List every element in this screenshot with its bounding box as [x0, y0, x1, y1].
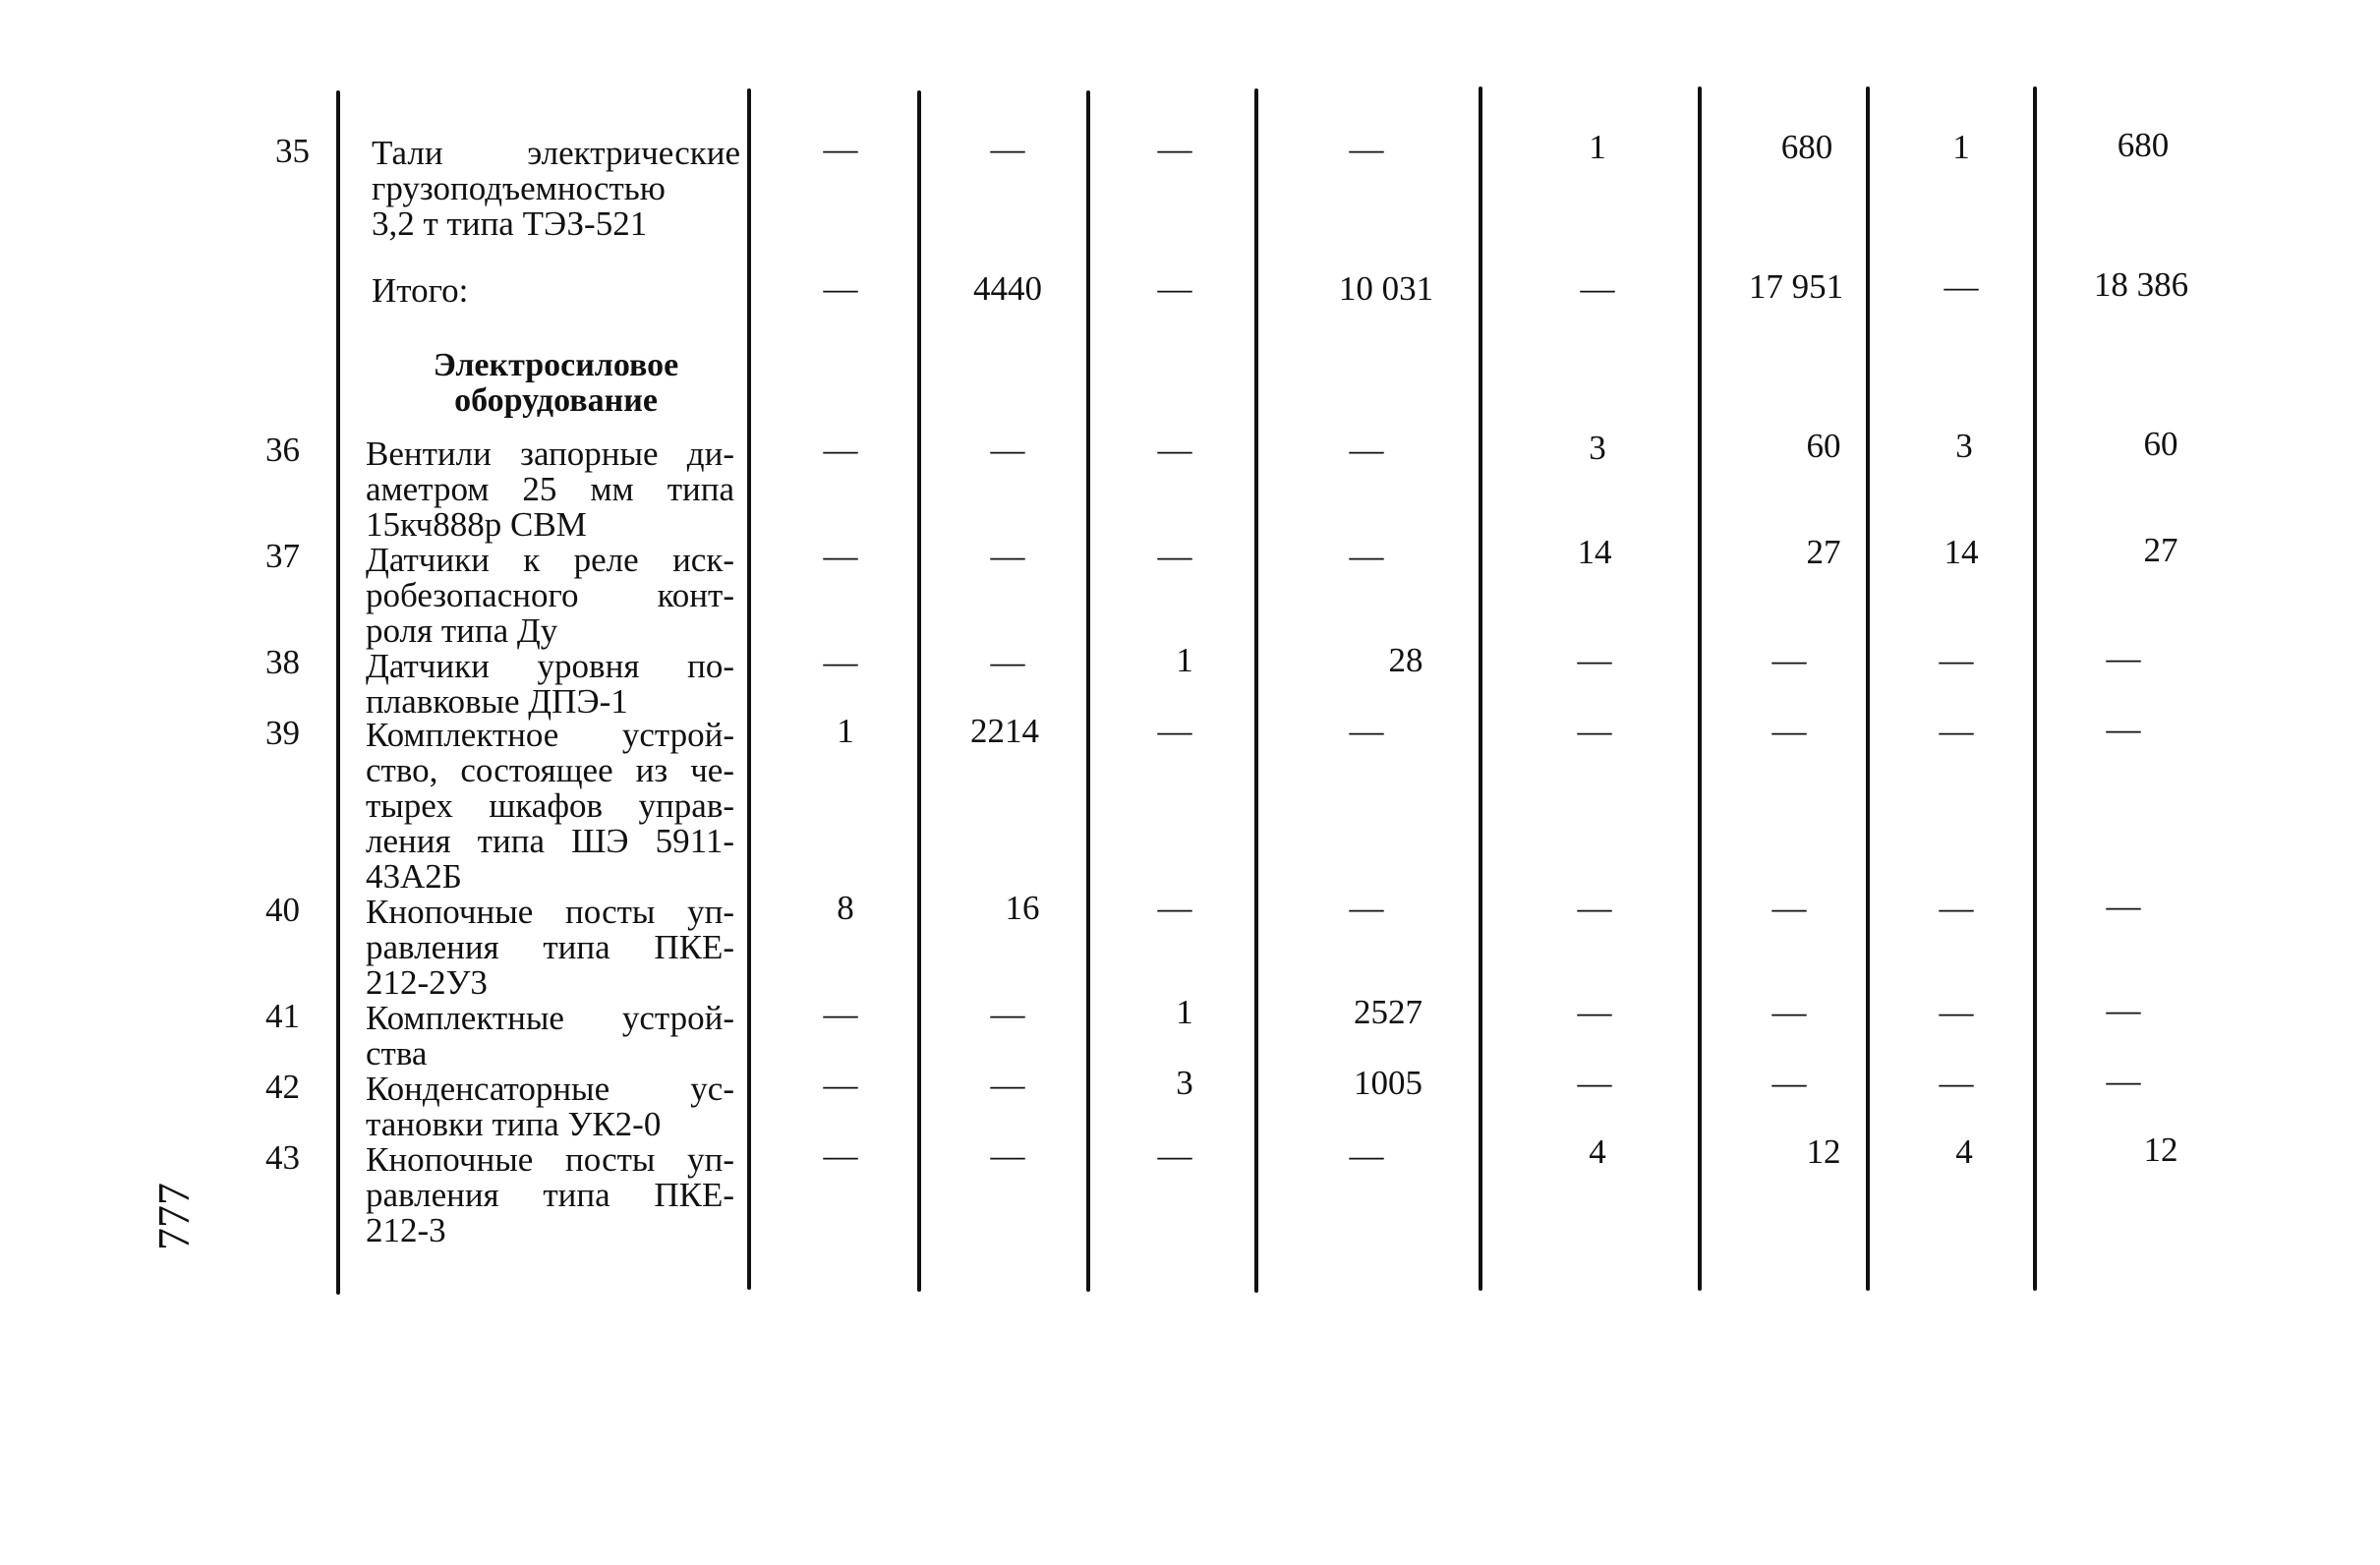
cell: —: [1349, 537, 1384, 575]
desc-line: Тали электрические: [372, 134, 740, 172]
desc-line: Кнопочные посты уп-: [366, 893, 734, 931]
cell: —: [823, 431, 858, 469]
table-rule: [336, 90, 340, 1295]
cell: —: [823, 643, 858, 681]
desc-line: Датчики уровня по-: [366, 647, 734, 685]
cell: —: [1771, 889, 1807, 927]
cell: 3: [1176, 1064, 1193, 1102]
cell: —: [1349, 1136, 1384, 1175]
cell: —: [1577, 889, 1612, 927]
cell: —: [823, 1066, 858, 1104]
cell: 2527: [1354, 993, 1422, 1031]
desc-line: Конденсаторные ус-: [366, 1070, 734, 1108]
page-number: 777: [148, 1183, 199, 1250]
row-number: 40: [265, 891, 300, 929]
cell: —: [2106, 991, 2141, 1029]
row-description: [366, 543, 734, 649]
cell: 1: [1176, 641, 1193, 679]
cell: —: [1577, 641, 1612, 679]
table-rule: [1086, 90, 1090, 1292]
row-description: [366, 1001, 734, 1072]
cell: 1: [1589, 128, 1606, 166]
cell: —: [990, 130, 1025, 168]
cell: 27: [1806, 533, 1841, 571]
cell: —: [1577, 993, 1612, 1031]
cell: —: [2106, 710, 2141, 748]
cell: —: [1944, 267, 1979, 306]
cell: —: [1349, 712, 1384, 750]
cell: —: [990, 1066, 1025, 1104]
desc-line: Датчики к реле иск-: [366, 541, 734, 579]
cell: —: [1939, 993, 1974, 1031]
cell: —: [823, 269, 858, 308]
cell: —: [1939, 889, 1974, 927]
cell: 680: [1780, 128, 1833, 166]
desc-line: грузоподъемностью: [372, 169, 666, 207]
cell: —: [1157, 1136, 1192, 1175]
cell: 14: [1577, 533, 1612, 571]
cell: 2214: [970, 712, 1039, 750]
cell: —: [1349, 130, 1384, 168]
desc-line: 212-2У3: [366, 963, 488, 1002]
desc-line: Комплектные устрой-: [366, 999, 734, 1037]
section-title: [372, 348, 740, 419]
desc-line: 3,2 т типа ТЭЗ-521: [372, 204, 648, 243]
table-rule: [1254, 88, 1258, 1293]
desc-line: ство, состоящее из че-: [366, 751, 734, 789]
cell: 16: [1005, 889, 1040, 927]
cell: —: [823, 1136, 858, 1175]
cell: —: [1157, 431, 1192, 469]
desc-line: равления типа ПКЕ-: [366, 1176, 734, 1214]
cell: 680: [2117, 126, 2170, 164]
cell: 12: [2143, 1130, 2178, 1169]
cell: 60: [2143, 425, 2178, 463]
desc-line: тановки типа УК2-0: [366, 1105, 662, 1143]
table-rule: [1479, 87, 1482, 1291]
cell: 27: [2143, 531, 2178, 569]
desc-line: аметром 25 мм типа: [366, 470, 734, 508]
cell: —: [1939, 641, 1974, 679]
table-rule: [747, 88, 751, 1290]
cell: 3: [1955, 427, 1973, 465]
cell: —: [1577, 1064, 1612, 1102]
row-number: 35: [275, 132, 310, 170]
row-description: [366, 718, 734, 895]
cell: —: [1580, 269, 1615, 308]
cell: —: [1771, 712, 1807, 750]
row-description: [366, 1072, 734, 1142]
cell: —: [1157, 537, 1192, 575]
desc-line: Комплектное устрой-: [366, 716, 734, 754]
row-description: [372, 136, 740, 242]
desc-line: роля типа Ду: [366, 611, 558, 650]
desc-line: равления типа ПКЕ-: [366, 928, 734, 966]
cell: 1: [1952, 128, 1970, 166]
cell: —: [1349, 889, 1384, 927]
desc-line: 15кч888р СВМ: [366, 505, 587, 544]
cell: 3: [1589, 429, 1606, 467]
row-number: 38: [265, 643, 300, 681]
cell: —: [1771, 1064, 1807, 1102]
cell: —: [1157, 712, 1192, 750]
cell: 1: [837, 712, 854, 750]
section-title-line: оборудование: [454, 382, 658, 419]
cell: —: [2106, 639, 2141, 677]
cell: —: [990, 1136, 1025, 1175]
desc-line: робезопасного конт-: [366, 576, 734, 614]
desc-line: ства: [366, 1034, 428, 1072]
cell: 4: [1589, 1132, 1606, 1171]
table-rule: [2033, 87, 2037, 1291]
desc-line: 43А2Б: [366, 857, 462, 896]
cell: 28: [1388, 641, 1423, 679]
row-number: 43: [265, 1138, 300, 1177]
row-description: [366, 649, 734, 720]
desc-line: тырех шкафов управ-: [366, 786, 734, 825]
total-label: Итого:: [372, 271, 469, 310]
cell: —: [1577, 712, 1612, 750]
row-number: 36: [265, 431, 300, 469]
row-description: [366, 895, 734, 1001]
cell: —: [1349, 431, 1384, 469]
table-rule: [1698, 87, 1702, 1291]
cell: —: [1157, 889, 1192, 927]
cell: —: [2106, 1062, 2141, 1100]
row-description: [366, 436, 734, 543]
cell: —: [1157, 269, 1192, 308]
cell: —: [823, 995, 858, 1033]
cell: —: [2106, 887, 2141, 925]
cell: 18 386: [2093, 265, 2189, 304]
table-rule: [1866, 87, 1870, 1291]
cell: —: [1939, 712, 1974, 750]
desc-line: ления типа ШЭ 5911-: [366, 822, 734, 860]
row-number: 37: [265, 537, 300, 575]
cell: —: [1939, 1064, 1974, 1102]
row-number: 41: [265, 997, 300, 1035]
desc-line: Вентили запорные ди-: [366, 435, 734, 473]
cell: 12: [1806, 1132, 1841, 1171]
cell: 8: [837, 889, 854, 927]
section-title-line: Электросиловое: [433, 347, 679, 383]
cell: —: [990, 643, 1025, 681]
cell: 14: [1944, 533, 1979, 571]
cell: —: [823, 130, 858, 168]
cell: 17 951: [1748, 267, 1844, 306]
cell: 1005: [1354, 1064, 1422, 1102]
table-rule: [917, 90, 921, 1292]
cell: 4440: [973, 269, 1042, 308]
cell: —: [823, 537, 858, 575]
desc-line: 212-3: [366, 1211, 446, 1249]
cell: —: [990, 537, 1025, 575]
cell: —: [1771, 993, 1807, 1031]
cell: 10 031: [1338, 269, 1434, 308]
desc-line: Кнопочные посты уп-: [366, 1140, 734, 1179]
cell: —: [990, 431, 1025, 469]
desc-line: плавковые ДПЭ-1: [366, 682, 628, 721]
row-number: 39: [265, 714, 300, 752]
cell: —: [1771, 641, 1807, 679]
cell: 4: [1955, 1132, 1973, 1171]
cell: 60: [1806, 427, 1841, 465]
cell: —: [990, 995, 1025, 1033]
cell: —: [1157, 130, 1192, 168]
row-number: 42: [265, 1068, 300, 1106]
cell: 1: [1176, 993, 1193, 1031]
row-description: [366, 1142, 734, 1248]
